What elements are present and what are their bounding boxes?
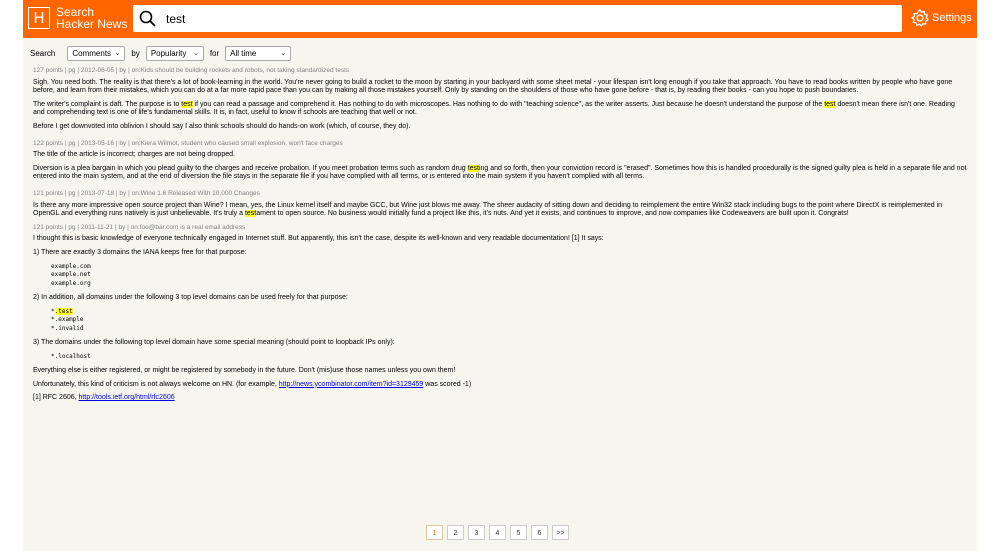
results-list (33, 67, 968, 411)
chevron-down-icon: ⌄ (114, 50, 121, 57)
search-input[interactable] (166, 10, 866, 27)
parent-link[interactable]: by (119, 189, 127, 197)
main-container (23, 0, 977, 551)
comment-paragraph: Unfortunately, this kind of criticism is not always welcome on HN. (for example, http://news.ycombinator.com/item?id=3129459 was scored -1) (33, 380, 472, 388)
result-meta: 121 points | pg | 2011-11-21 | by | on:foo@bar.com is a real email address (33, 223, 246, 231)
code-line: example.com (51, 262, 91, 270)
comment-link[interactable]: http://tools.ietf.org/html/rfc2606 (78, 394, 175, 402)
result-meta: 127 points | pg | 2012-06-05 | by | on:Kids should be building rockets and robots, not taking standardized tests (33, 67, 350, 74)
author[interactable]: pg (68, 139, 76, 147)
date[interactable]: 2013-07-18 (80, 189, 115, 197)
code-line: *.test (51, 307, 73, 315)
author[interactable]: pg (68, 67, 76, 74)
author[interactable]: pg (68, 189, 76, 197)
type-select[interactable] (67, 46, 125, 61)
gear-icon (910, 8, 930, 28)
chevron-down-icon: ⌄ (280, 50, 287, 57)
page-button-5[interactable]: 5 (510, 525, 527, 540)
search-highlight: test (824, 100, 836, 108)
next-page-button[interactable]: >> (552, 525, 569, 540)
page-button-6[interactable]: 6 (531, 525, 548, 540)
story-link[interactable]: on:Kids should be building rockets and robots, not taking standardized tests (131, 67, 350, 74)
search-box[interactable] (133, 5, 902, 32)
settings-label: Settings (932, 12, 972, 24)
comment-paragraph: Is there any more impressive open source project than Wine? I mean, yes, the Linux kernel itself and maybe GCC, but Wine just blows me away. The sheer audacity of sitting down and deciding to reimplement the entire Win32 stack including bugs to the point where DirectX is reimplemented in OpenGL and everything runs natively is just unbelievable. It's truly a testament to open source. No business would initially fund a project like this, it's nuts. And yet it exists, and continues to improve, and now companies like Codeweavers are built upon it. Congrats! (33, 201, 943, 218)
filter-for-label: for (209, 48, 220, 58)
brand-line-2: Hacker News (56, 17, 128, 31)
search-icon (139, 10, 157, 28)
date[interactable]: 2011-11-21 (80, 223, 114, 231)
points[interactable]: 121 points (33, 223, 63, 231)
result-item (33, 140, 968, 182)
story-link[interactable]: on:Wine 1.6 Released With 10,000 Changes (131, 189, 260, 197)
sort-select-value: Popularity (150, 48, 187, 58)
comment-paragraph: The writer's complaint is daft. The purpose is to test if you can read a passage and comprehend it. Has nothing to do with microscopes. Has nothing to do with "teaching science", as the writer asserts. Just because he doesn't understand the purpose of the test doesn't mean there isn't one. Reading and comprehending text is one of life's fundamental skills. It is, in fact, useful to know if schools are teaching that well or not. (33, 100, 955, 117)
result-item (33, 190, 968, 219)
chevron-down-icon: ⌄ (192, 50, 199, 57)
filter-by-label: by (131, 48, 140, 58)
comment-text (33, 202, 968, 219)
result-meta: 121 points | pg | 2013-07-18 | by | on:Wine 1.6 Released With 10,000 Changes (33, 189, 260, 197)
comment-paragraph: Everything else is either registered, or might be registered by somebody in the future. Don't (mis)use those names unless you own them! (33, 367, 456, 375)
filter-bar (30, 45, 291, 61)
brand-title[interactable] (56, 6, 127, 30)
page-button-3[interactable]: 3 (468, 525, 485, 540)
type-select-value: Comments (72, 48, 112, 58)
comment-paragraph: [1] RFC 2606, http://tools.ietf.org/html/rfc2606 (33, 394, 175, 402)
comment-text (33, 151, 968, 182)
code-line: *.example (51, 316, 84, 324)
points[interactable]: 122 points (33, 139, 63, 147)
search-highlight: test (467, 164, 479, 172)
date[interactable]: 2013-05-16 (80, 139, 115, 147)
code-line: example.net (51, 271, 91, 278)
range-select-value: All time (230, 48, 257, 58)
author[interactable]: pg (68, 223, 76, 231)
page-button-4[interactable]: 4 (489, 525, 506, 540)
points[interactable]: 121 points (33, 189, 63, 197)
comment-paragraph: Sigh. You need both. The reality is that there's a lot of book-learning in the world. You're never going to build a rocket to the moon by starting in your backyard with some sheet metal - your lifespan isn't long enough if you take that approach. You have to read books written by people who have gone before, and learn from their mistakes, which you can do at a far more rapid pace than you can by making all those mistakes yourself. Only by standing on the shoulders of those who have gone before - that is, by reading their books - can you hope to push boundaries. (33, 78, 953, 95)
code-block (33, 353, 968, 362)
filter-search-label: Search (30, 48, 56, 58)
story-link[interactable]: on:Kiera Wilmot, student who caused small explosion, won't face charges (131, 139, 343, 147)
comment-paragraph: 2) In addition, all domains under the following 3 top level domains can be used freely for that purpose: (33, 294, 348, 301)
code-line: *.localhost (51, 352, 91, 360)
page-button-1[interactable]: 1 (426, 525, 443, 540)
result-item (33, 224, 968, 403)
comment-paragraph: I thought this is basic knowledge of everyone technically engaged in Internet stuff. But apparently, this isn't the case, despite its well-known and very readable documentation! [1] It says: (33, 235, 604, 243)
comment-text (33, 79, 968, 132)
comment-paragraph: The title of the article is incorrect; charges are not being dropped. (33, 151, 235, 159)
comment-paragraph: Diversion is a plea bargain in which you plead guilty to the charges and receive probation. If you meet probation terms such as random drug testing and so forth, then your conviction record is "erased". Sometimes how this is handled procedurally is the signed guilty plea is held in a separate file and not entered into the main system, and at the end of diversion the file stays in the separate file if you have complied with all terms, or is entered into the main system if you haven't complied with all terms. (33, 164, 967, 181)
header-bar (23, 0, 977, 38)
code-line: *.invalid (51, 324, 84, 332)
hn-logo[interactable]: H (28, 7, 50, 29)
code-block (33, 263, 968, 289)
search-highlight: test (244, 210, 257, 218)
brand-line-1: Search (56, 5, 95, 19)
comment-text (33, 235, 968, 403)
points[interactable]: 127 points (33, 67, 63, 74)
comment-paragraph: Before I get downvoted into oblivion I should say I also think schools should do hands-on work (which, of course, they do). (33, 122, 411, 130)
comment-paragraph: 1) There are exactly 3 domains the IANA keeps free for that purpose: (33, 248, 247, 256)
settings-button[interactable] (910, 8, 972, 28)
highlight: .test (54, 307, 73, 315)
date[interactable]: 2012-06-05 (80, 67, 115, 74)
comment-paragraph: 3) The domains under the following top level domain have some special meaning (should point to loopback IPs only): (33, 339, 395, 347)
parent-link[interactable]: by (119, 67, 127, 74)
code-line: example.org (51, 279, 91, 287)
sort-select[interactable] (146, 46, 204, 61)
comment-link[interactable]: http://news.ycombinator.com/item?id=3129459 (278, 380, 424, 388)
parent-link[interactable]: by (119, 139, 127, 147)
search-highlight: test (181, 100, 193, 108)
result-meta: 122 points | pg | 2013-05-16 | by | on:Kiera Wilmot, student who caused small explosion, won't face charges (33, 139, 343, 147)
range-select[interactable] (225, 46, 291, 61)
pagination (426, 525, 573, 540)
page-button-2[interactable]: 2 (447, 525, 464, 540)
code-block (33, 308, 968, 334)
parent-link[interactable]: by (118, 223, 126, 231)
result-item (33, 67, 968, 132)
story-link[interactable]: on:foo@bar.com is a real email address (130, 223, 246, 231)
